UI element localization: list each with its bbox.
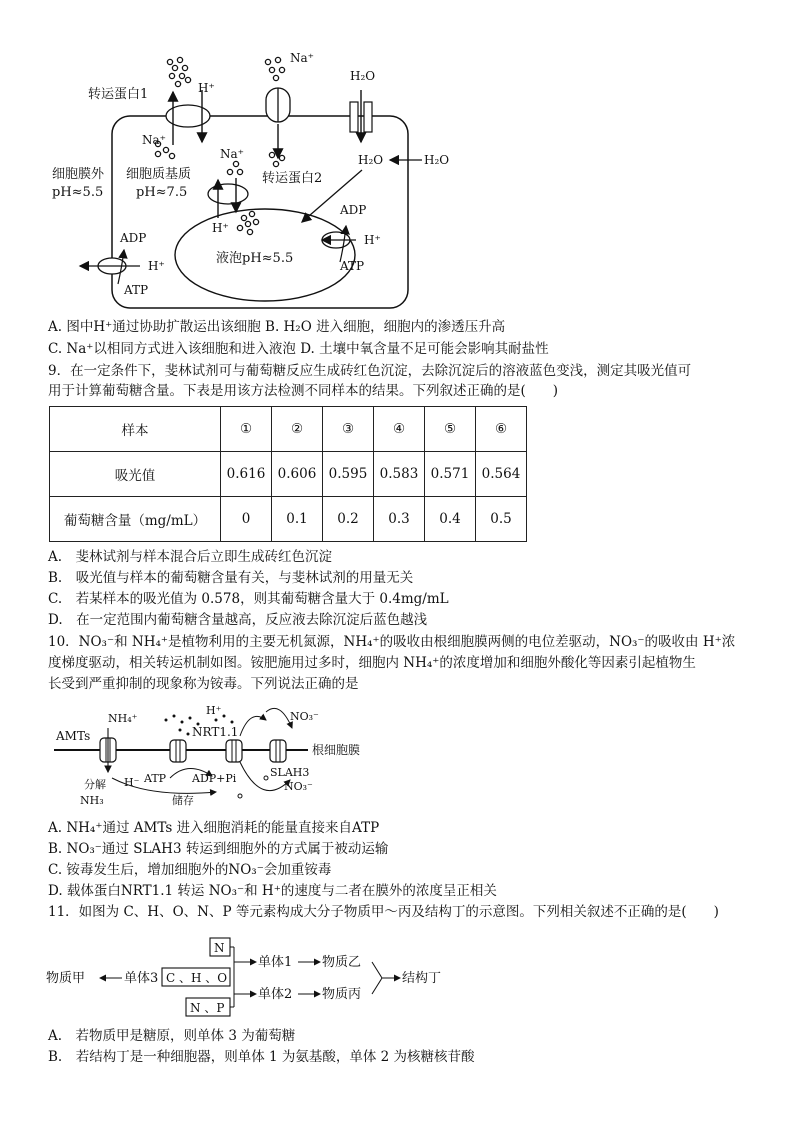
table-cell: 0.564 bbox=[476, 452, 527, 497]
atp-vac: ATP bbox=[340, 259, 365, 273]
na-particles-topright bbox=[265, 57, 284, 80]
root-membrane-figure bbox=[40, 700, 420, 812]
q9-option-d: D. 在一定范围内葡萄糖含量越高，反应液去除沉淀后蓝色越浅 bbox=[48, 612, 428, 628]
q11-option-a: A. 若物质甲是糖原，则单体 3 为葡萄糖 bbox=[48, 1028, 296, 1044]
structure-ding: 结构丁 bbox=[402, 971, 442, 986]
table-cell: ③ bbox=[323, 407, 374, 452]
outside-ph: pH≈5.5 bbox=[52, 185, 104, 200]
q10-option-b: B. NO₃⁻通过 SLAH3 转运到细胞外的方式属于被动运输 bbox=[48, 841, 389, 857]
matrix-ph: pH≈7.5 bbox=[136, 185, 188, 200]
h-plus-top: H⁺ bbox=[206, 704, 222, 717]
table-cell: 0.5 bbox=[476, 497, 527, 542]
box-cho-label: C 、H 、O bbox=[166, 971, 228, 985]
table-row bbox=[50, 497, 527, 542]
q10-option-d: D. 载体蛋白NRT1.1 转运 NO₃⁻和 H⁺的速度与二者在膜外的浓度呈正相关 bbox=[48, 883, 497, 899]
table-cell: ④ bbox=[374, 407, 425, 452]
row-label: 样本 bbox=[50, 407, 221, 452]
no3-bottom: NO₃⁻ bbox=[284, 780, 313, 793]
nrt-protein bbox=[226, 740, 242, 762]
table-row bbox=[50, 452, 527, 497]
membrane-label: 根细胞膜 bbox=[312, 743, 361, 757]
outside-label: 细胞膜外 bbox=[52, 167, 105, 182]
row-label: 吸光值 bbox=[50, 452, 221, 497]
box-np-label: N 、P bbox=[190, 1001, 225, 1015]
q9-option-b: B. 吸光值与样本的葡萄糖含量有关，与斐林试剂的用量无关 bbox=[48, 570, 414, 586]
adp-pi-label: ADP+Pi bbox=[192, 772, 237, 785]
table-row bbox=[50, 407, 527, 452]
protein2-label: 转运蛋白2 bbox=[262, 171, 323, 186]
q9-option-a: A. 斐林试剂与样本混合后立即生成砖红色沉淀 bbox=[48, 549, 333, 565]
row-label: 葡萄糖含量（mg/mL） bbox=[50, 497, 221, 542]
cell-transport-figure bbox=[40, 40, 480, 315]
water-channel-right bbox=[364, 102, 372, 132]
table-cell: 0.2 bbox=[323, 497, 374, 542]
q11-stem: 11．如图为 C、H、O、N、P 等元素构成大分子物质甲～丙及结构丁的示意图。下列相关叙述不正确的是( ) bbox=[48, 904, 719, 920]
substance-yi: 物质乙 bbox=[322, 955, 362, 970]
substance-jia: 物质甲 bbox=[46, 971, 86, 986]
monomer3: 单体3 bbox=[124, 971, 159, 986]
table-cell: 0.1 bbox=[272, 497, 323, 542]
nh3-label: NH₃ bbox=[80, 794, 104, 807]
q10-stem-1: 10．NO₃⁻和 NH₄⁺是植物利用的主要无机氮源，NH₄⁺的吸收由根细胞膜两侧的电位差驱动，NO₃⁻的吸收由 H⁺浓 bbox=[48, 634, 736, 650]
adp-vac: ADP bbox=[340, 203, 367, 217]
table-cell: 0.606 bbox=[272, 452, 323, 497]
na-particles-top bbox=[167, 57, 190, 86]
table-cell: 0.3 bbox=[374, 497, 425, 542]
adp-cell: ADP bbox=[120, 231, 147, 245]
nrt-label: NRT1.1 bbox=[192, 725, 239, 739]
transport-protein-2 bbox=[208, 184, 248, 204]
q9-table bbox=[49, 406, 527, 542]
q8-options-cd: C. Na⁺以相同方式进入该细胞和进入液泡 D. 土壤中氧含量不足可能会影响其耐盐性 bbox=[48, 341, 549, 357]
h2o-right: H₂O bbox=[424, 153, 450, 167]
q10-stem-3: 长受到严重抑制的现象称为铵毒。下列说法正确的是 bbox=[48, 676, 359, 692]
table-cell: 0.4 bbox=[425, 497, 476, 542]
table-cell: ⑤ bbox=[425, 407, 476, 452]
decompose-label: 分解 bbox=[84, 778, 106, 791]
box-n-label: N bbox=[214, 941, 225, 955]
table-cell: ⑥ bbox=[476, 407, 527, 452]
h-plus-vac-label: H⁺ bbox=[212, 221, 229, 235]
amts-label: AMTs bbox=[56, 729, 91, 743]
substance-bing: 物质丙 bbox=[322, 987, 362, 1002]
h2o-inside: H₂O bbox=[358, 153, 384, 167]
table-cell: 0 bbox=[221, 497, 272, 542]
protein1-label: 转运蛋白1 bbox=[88, 87, 149, 102]
table-cell: 0.571 bbox=[425, 452, 476, 497]
q9-stem-2: 用于计算葡萄糖含量。下表是用该方法检测不同样本的结果。下列叙述正确的是( ) bbox=[48, 383, 559, 399]
h-minus-label: H⁻ bbox=[124, 776, 140, 789]
table-cell: ① bbox=[221, 407, 272, 452]
slah3-label: SLAH3 bbox=[270, 766, 310, 779]
table-cell: 0.583 bbox=[374, 452, 425, 497]
matrix-label: 细胞质基质 bbox=[126, 167, 192, 182]
atp-pump bbox=[170, 740, 186, 762]
q8-options-ab: A. 图中H⁺通过协助扩散运出该细胞 B. H₂O 进入细胞，细胞内的渗透压升高 bbox=[48, 319, 506, 335]
macromolecule-figure bbox=[44, 932, 464, 1022]
q9-stem-1: 9．在一定条件下，斐林试剂可与葡萄糖反应生成砖红色沉淀，去除沉淀后的溶液蓝色变浅，测定其吸光值可 bbox=[48, 363, 692, 379]
na-plus-vac-label: Na⁺ bbox=[220, 147, 244, 161]
monomer1: 单体1 bbox=[258, 955, 293, 970]
h-plus-cell: H⁺ bbox=[148, 259, 165, 273]
storage-label: 储存 bbox=[172, 794, 194, 807]
table-cell: 0.616 bbox=[221, 452, 272, 497]
table-cell: 0.595 bbox=[323, 452, 374, 497]
vacuole-label: 液泡pH≈5.5 bbox=[216, 251, 294, 266]
monomer2: 单体2 bbox=[258, 987, 293, 1002]
slah3-protein bbox=[270, 740, 286, 762]
atp-cell: ATP bbox=[124, 283, 149, 297]
no3-top: NO₃⁻ bbox=[290, 710, 319, 723]
water-channel-left bbox=[350, 102, 358, 132]
atp-label: ATP bbox=[144, 772, 167, 785]
h-plus-label: H⁺ bbox=[198, 81, 215, 95]
na-plus-top-label: Na⁺ bbox=[290, 51, 314, 65]
q10-option-a: A. NH₄⁺通过 AMTs 进入细胞消耗的能量直接来自ATP bbox=[48, 820, 380, 836]
q11-option-b: B. 若结构丁是一种细胞器，则单体 1 为氨基酸，单体 2 为核糖核苷酸 bbox=[48, 1049, 475, 1065]
nh4-label: NH₄⁺ bbox=[108, 712, 138, 725]
q10-stem-2: 度梯度驱动，相关转运机制如图。铵肥施用过多时，细胞内 NH₄⁺的浓度增加和细胞外酸化等因素引起植物生 bbox=[48, 655, 696, 671]
h-plus-vac-right: H⁺ bbox=[364, 233, 381, 247]
h2o-top: H₂O bbox=[350, 69, 376, 83]
na-plus-label: Na⁺ bbox=[142, 133, 166, 147]
table-cell: ② bbox=[272, 407, 323, 452]
q10-option-c: C. 铵毒发生后，增加细胞外的NO₃⁻会加重铵毒 bbox=[48, 862, 332, 878]
q9-option-c: C. 若某样本的吸光值为 0.578，则其葡萄糖含量大于 0.4mg/mL bbox=[48, 591, 449, 607]
